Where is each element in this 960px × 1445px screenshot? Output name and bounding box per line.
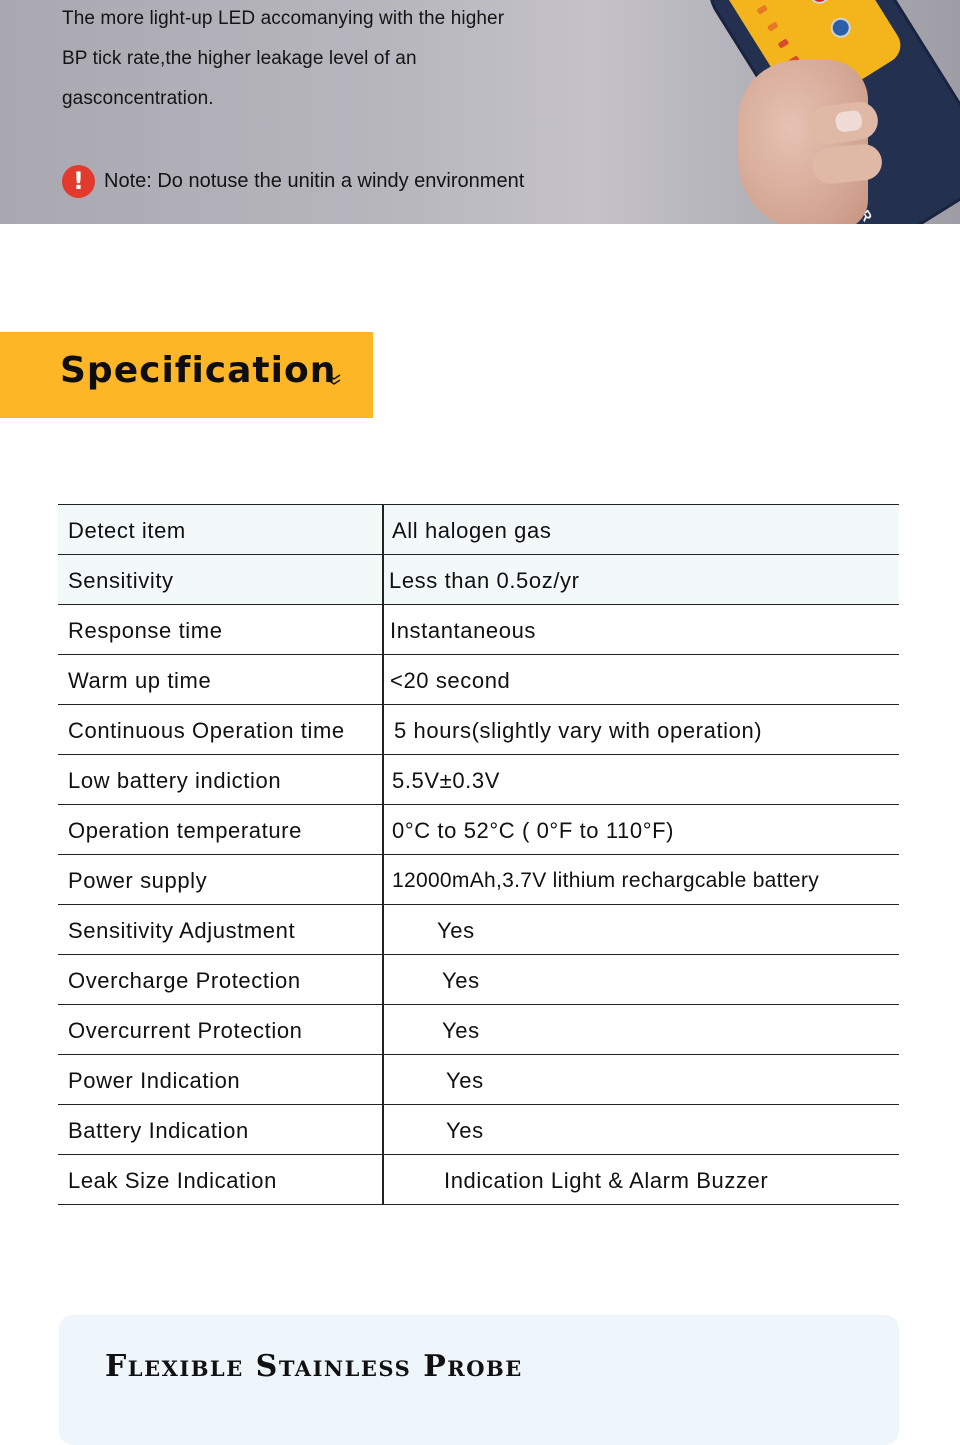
- led-icon: [767, 21, 779, 31]
- banner-text-line-3: gasconcentration.: [62, 88, 214, 109]
- chevron-double-down-icon: [325, 372, 343, 388]
- specification-header: [0, 332, 373, 418]
- table-row: [58, 1155, 899, 1205]
- table-cell-label: Power Indication: [68, 1068, 241, 1093]
- table-cell-label: Operation temperature: [68, 818, 302, 843]
- table-cell-label: Warm up time: [68, 668, 212, 693]
- table-row: [58, 1105, 899, 1155]
- table-cell-value: Indication Light & Alarm Buzzer: [444, 1168, 769, 1193]
- table-divider: [382, 805, 384, 855]
- table-cell-value: Yes: [442, 1018, 480, 1043]
- table-cell-value: 5.5V±0.3V: [392, 768, 500, 793]
- table-divider: [382, 755, 384, 805]
- table-cell-label: Sensitivity: [68, 568, 174, 593]
- table-cell-label: Leak Size Indication: [68, 1168, 277, 1193]
- table-cell-value: <20 second: [390, 668, 511, 693]
- table-cell-label: Response time: [68, 618, 223, 643]
- table-cell-value: Instantaneous: [390, 618, 537, 643]
- table-cell-value: Less than 0.5oz/yr: [389, 568, 580, 593]
- table-cell-value: Yes: [446, 1068, 484, 1093]
- warning-note: [62, 164, 524, 198]
- led-icon: [756, 4, 768, 14]
- table-row: [58, 555, 899, 605]
- table-cell-value: Yes: [442, 968, 480, 993]
- table-row: [58, 755, 899, 805]
- table-row: [58, 705, 899, 755]
- power-button-icon: [806, 0, 834, 8]
- probe-section-title: Flexible Stainless Probe: [105, 1349, 523, 1384]
- hand-illustration: [738, 60, 868, 224]
- nail-shape: [835, 109, 864, 132]
- banner-text-line-2: BP tick rate,the higher leakage level of an: [62, 48, 417, 69]
- table-row: [58, 1055, 899, 1105]
- charge-button-icon: [827, 14, 855, 42]
- probe-section: [59, 1315, 899, 1445]
- table-divider: [382, 955, 384, 1005]
- table-row: [58, 1005, 899, 1055]
- table-divider: [382, 655, 384, 705]
- table-cell-label: Detect item: [68, 518, 186, 543]
- specification-table: [58, 504, 899, 1205]
- table-divider: [382, 505, 384, 555]
- table-divider: [382, 855, 384, 905]
- led-icon: [778, 38, 790, 48]
- table-divider: [382, 605, 384, 655]
- table-row: [58, 655, 899, 705]
- specification-title: Specification: [60, 350, 337, 391]
- table-divider: [382, 555, 384, 605]
- table-divider: [382, 705, 384, 755]
- table-row: [58, 855, 899, 905]
- table-cell-label: Overcharge Protection: [68, 968, 301, 993]
- table-divider: [382, 905, 384, 955]
- table-cell-label: Overcurrent Protection: [68, 1018, 303, 1043]
- table-divider: [382, 1105, 384, 1155]
- warning-icon: !: [62, 165, 95, 198]
- table-cell-label: Sensitivity Adjustment: [68, 918, 296, 943]
- hero-banner: [0, 0, 960, 224]
- table-row: [58, 505, 899, 555]
- table-divider: [382, 1055, 384, 1105]
- table-cell-label: Low battery indiction: [68, 768, 282, 793]
- table-cell-label: Power supply: [68, 868, 208, 893]
- table-row: [58, 955, 899, 1005]
- table-row: [58, 905, 899, 955]
- table-row: [58, 605, 899, 655]
- table-cell-value: 0°C to 52°C ( 0°F to 110°F): [392, 818, 675, 843]
- table-cell-label: Battery Indication: [68, 1118, 249, 1143]
- table-divider: [382, 1005, 384, 1055]
- table-cell-value: 5 hours(slightly vary with operation): [394, 718, 763, 743]
- table-cell-label: Continuous Operation time: [68, 718, 345, 743]
- banner-text-line-1: The more light-up LED accomanying with the higher: [62, 8, 505, 29]
- warning-note-text: Note: Do notuse the unitin a windy environment: [104, 169, 525, 192]
- table-cell-value: Yes: [446, 1118, 484, 1143]
- table-cell-value: All halogen gas: [392, 518, 552, 543]
- table-divider: [382, 1155, 384, 1205]
- table-cell-value: Yes: [437, 918, 475, 943]
- table-cell-value: 12000mAh,3.7V lithium rechargcable battery: [392, 869, 820, 892]
- table-row: [58, 805, 899, 855]
